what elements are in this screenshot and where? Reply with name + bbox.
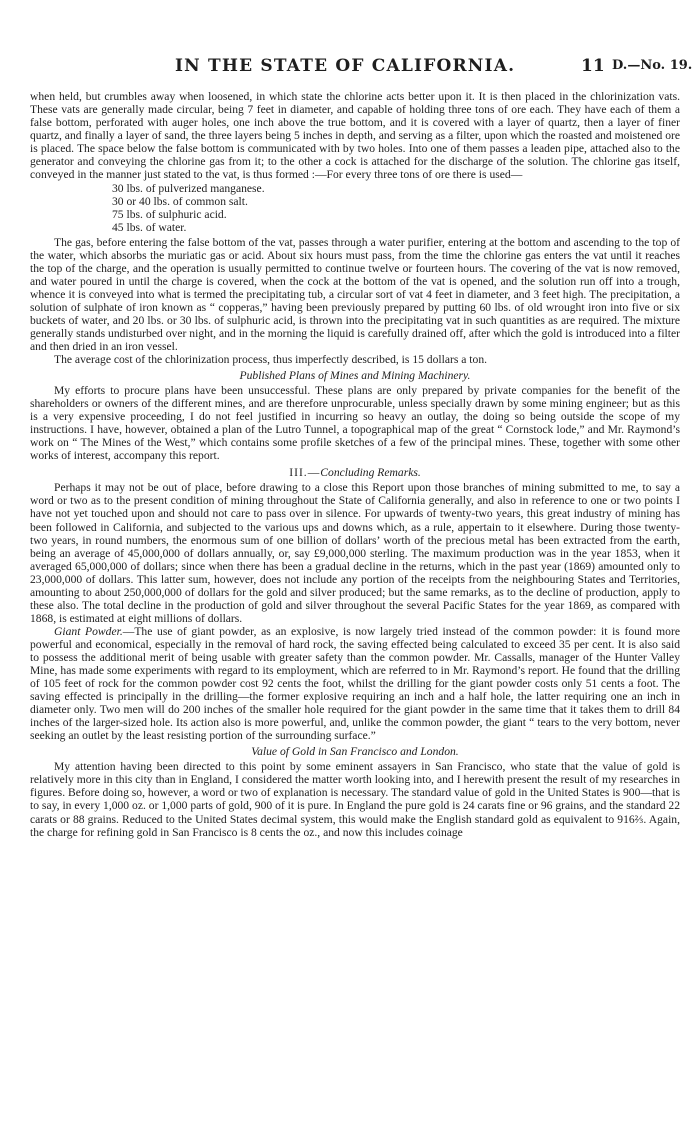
section-heading-gold-value: Value of Gold in San Francisco and London. bbox=[251, 745, 459, 759]
list-item: 30 lbs. of pulverized manganese. bbox=[112, 182, 265, 196]
section-title: Concluding Remarks. bbox=[320, 466, 421, 480]
list-item: 45 lbs. of water. bbox=[112, 221, 187, 235]
section-heading-concluding bbox=[30, 466, 680, 479]
paragraph-gold-value: My attention having been directed to this point by some eminent assayers in San Francisco, who state that the value of gold is relatively more in this city than in England, I considered the matter worth looking into, and I herewith present the result of my researches in figures. Before doing so, however, a word or two of explanation is necessary. The standard value of gold in the United States is 900—that is to say, in every 1,000 oz. or 1,000 parts of gold, 900 of it is pure. In England the pure gold is 24 carats fine or 96 grains, and the standard 22 carats or 88 grains. Reduced to the United States decimal system, this would make the English standard gold as equivalent to 916⅔. Again, the charge for refining gold in San Francisco is 8 cents the oz., and now this includes coinage bbox=[30, 760, 680, 839]
section-number: III.— bbox=[289, 466, 321, 480]
list-item: 30 or 40 lbs. of common salt. bbox=[112, 195, 248, 209]
paragraph-plans: My efforts to procure plans have been unsuccessful. These plans are only prepared by private companies for the benefit of the shareholders or owners of the different mines, and are therefore unprocurable, unless specially drawn by some mining engineer; but as this is a very expensive proceeding, I do not feel justified in incurring so heavy an outlay, the doing so being outside the scope of my instructions. I have, however, obtained a plan of the Lutro Tunnel, a topographical map of the great “ Cornstock lode,” and Mr. Raymond’s work on “ The Mines of the West,” which contains some profile sketches of a few of the principal mines. These, together with some other works of interest, accompany this report. bbox=[30, 384, 680, 463]
page-number: 11 bbox=[581, 56, 605, 76]
run-in-heading: Giant Powder. bbox=[54, 624, 123, 638]
list-item: 75 lbs. of sulphuric acid. bbox=[112, 208, 227, 222]
document-reference: D.—No. 19. bbox=[612, 58, 693, 73]
paragraph-gas-purifier: The gas, before entering the false bottom of the vat, passes through a water purifier, entering at the bottom and ascending to the top of the water, which absorbs the muriatic gas or acid. About six hours must pass, from the time the chlorine gas enters the vat until it reaches the top of the charge, and the operation is usually permitted to continue twelve or fourteen hours. The covering of the vat is now removed, and water poured in until the charge is covered, when the cock at the bottom of the vat is opened, and the solution run off into a trough, whence it is conveyed into what is termed the precipitating tub, a circular sort of vat 4 feet in diameter, and 3 feet high. The precipitation, a solution of sulphate of iron known as “ copperas,” having been previously prepared by putting 60 lbs. of old wrought iron into five or six buckets of water, and 20 lbs. or 30 lbs. of sulphuric acid, is thrown into the precipitating vat in such quantities as are required. The mixture generally stands undisturbed over night, and in the morning the liquid is carefully drained off, after which the gold is introduced into a filter and then dried in an iron vessel. bbox=[30, 235, 680, 353]
section-heading-plans: Published Plans of Mines and Mining Machinery. bbox=[239, 368, 471, 382]
running-title: IN THE STATE OF CALIFORNIA. bbox=[175, 56, 516, 76]
paragraph-giant-powder bbox=[30, 625, 680, 742]
paragraph-average-cost: The average cost of the chlorinization process, thus imperfectly described, is 15 dollars a ton. bbox=[54, 352, 488, 366]
document-body bbox=[30, 90, 680, 839]
paragraph-mining-condition: Perhaps it may not be out of place, before drawing to a close this Report upon those branches of mining submitted to me, to say a word or two as to the present condition of mining throughout the State of California generally, and also in reference to one or two points I have not yet touched upon and should not care to pass over in silence. For upwards of twenty-two years, this great industry of mining has been followed in California, and subjected to the various ups and downs which, as a rule, appertain to it elsewhere. During those twenty-two years, in round numbers, the enormous sum of one billion of dollars’ worth of the precious metal has been extracted from the earth, being an average of 45,000,000 of dollars annually, or, say £9,000,000 sterling. The maximum production was in the year 1853, when it averaged 65,000,000 of dollars; since when there has been a gradual decline in the returns, which in the past year (1869) amounted only to 23,000,000 of dollars. This latter sum, however, does not include any portion of the receipts from the neighbouring States and Territories, amounting to about 250,000,000 of dollars for the gold and silver produced; but the same remarks, as to the decline of production, apply to these also. The total decline in the production of gold and silver throughout the several Pacific States for the year 1869, as compared with 1868, is estimated at eight millions of dollars. bbox=[30, 481, 680, 625]
page-header bbox=[0, 56, 700, 80]
paragraph-chlorinization-vats: when held, but crumbles away when loosened, in which state the chlorine acts better upon it. It is then placed in the chlorinization vats. These vats are generally made circular, being 7 feet in diameter, and capable of holding three tons of ore each. They have each of them a false bottom, perforated with auger holes, one inch above the true bottom, and it is covered with a layer of quartz, then a layer of finer quartz, and finally a layer of sand, the three layers being 5 inches in depth, and serving as a filter, upon which the roasted and moistened ore is placed. The space below the false bottom is communicated with by two holes. Into one of them passes a leaden pipe, attached also to the generator and conveying the chlorine gas from it; to the other a cock is attached for the discharge of the solution. The chlorine gas itself, conveyed in the manner just stated to the vat, is thus formed :—For every three tons of ore there is used— bbox=[30, 90, 680, 182]
ingredient-list bbox=[112, 182, 680, 234]
paragraph-text: —The use of giant powder, as an explosive, is now largely tried instead of the common powder: it is found more powerful and economical, especially in the removal of hard rock, the saving effected being calculated to exceed 35 per cent. It is also said to possess the additional merit of being usable with greater safety than the common powder. Mr. Cassalls, manager of the Hunter Valley Mine, has made some experiments with regard to its employment, which are referred to in Mr. Raymond’s report. He found that the drilling of 105 feet of rock for the common powder cost 92 cents the foot, whilst the drilling for the giant powder costs only 51 cents a foot. The saving effected is principally in the drilling—the former explosive requiring an inch and a half hole, the latter requiring one an inch in diameter only. Two men will do 200 inches of the smaller hole required for the giant powder in the same time that it takes them to drill 84 inches of the larger-sized hole. Its action also is more powerful, and, unlike the common powder, the giant “ tears to the very bottom, never seeking an outlet by the least resisting portion of the surrounding surface.” bbox=[30, 624, 680, 743]
